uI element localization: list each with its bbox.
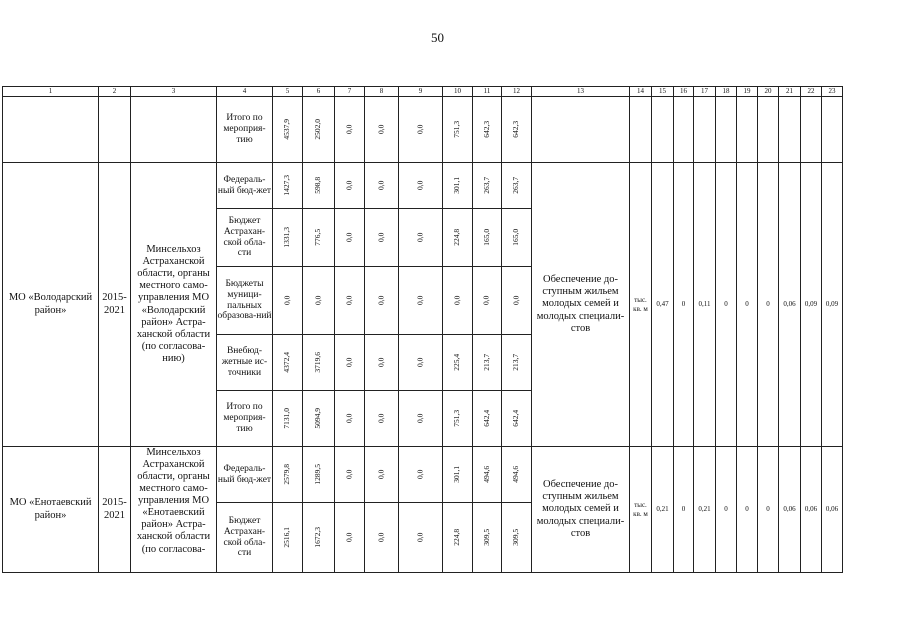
amount: 225,4: [452, 353, 462, 371]
amount-cell: [303, 447, 335, 503]
indicator-value: [779, 97, 801, 163]
amount-cell: [335, 503, 365, 573]
indicator-value: 0: [758, 163, 779, 447]
col-num: 15: [652, 87, 674, 97]
amount: 2502,0: [313, 119, 323, 140]
amount-cell: [502, 503, 532, 573]
col-num: 7: [335, 87, 365, 97]
amount-cell: [365, 503, 399, 573]
amount-cell: [399, 267, 443, 335]
amount: 263,7: [481, 176, 491, 194]
table-row: [3, 163, 843, 209]
amount-cell: [399, 503, 443, 573]
amount: 3719,6: [313, 352, 323, 373]
amount: 642,3: [481, 120, 491, 138]
col-num: 13: [532, 87, 630, 97]
amount-cell: [303, 391, 335, 447]
amount: 751,3: [452, 120, 462, 138]
indicator-value: 0,21: [652, 447, 674, 573]
budget-table: [2, 86, 843, 573]
amount: 263,7: [511, 176, 521, 194]
indicator-value: [674, 97, 694, 163]
amount-cell: [399, 209, 443, 267]
amount: 0,0: [415, 357, 425, 368]
col-num: 9: [399, 87, 443, 97]
amount-cell: [303, 163, 335, 209]
funding-source: Бюджет Астрахан-ской обла-сти: [217, 209, 273, 267]
amount: 0,0: [376, 469, 386, 480]
amount-cell: [335, 267, 365, 335]
amount: 224,8: [452, 528, 462, 546]
col-num: 10: [443, 87, 473, 97]
amount-cell: [273, 335, 303, 391]
amount-cell: [303, 335, 335, 391]
amount: 1331,3: [282, 227, 292, 248]
amount: 598,8: [313, 176, 323, 194]
amount-cell: [502, 163, 532, 209]
amount-cell: [399, 163, 443, 209]
funding-source: Федераль-ный бюд-жет: [217, 163, 273, 209]
indicator-value: [801, 97, 822, 163]
indicator-cell: [532, 97, 630, 163]
amount-cell: [443, 503, 473, 573]
page-number: 50: [431, 30, 444, 45]
amount-cell: [335, 209, 365, 267]
indicator-value: [716, 97, 737, 163]
amount-cell: [365, 335, 399, 391]
amount-cell: [443, 163, 473, 209]
amount: 2579,8: [282, 464, 292, 485]
table-row: [3, 97, 843, 163]
amount-cell: [365, 97, 399, 163]
col-num: 22: [801, 87, 822, 97]
amount: 0,0: [415, 124, 425, 135]
amount: 309,5: [511, 528, 521, 546]
indicator-value: 0,09: [801, 163, 822, 447]
amount: 1289,5: [313, 464, 323, 485]
amount: 0,0: [313, 295, 323, 306]
amount-cell: [273, 97, 303, 163]
amount-cell: [399, 391, 443, 447]
period-cell: 2015-2021: [99, 447, 131, 573]
amount-cell: [502, 209, 532, 267]
amount: 0,0: [376, 180, 386, 191]
amount-cell: [473, 503, 502, 573]
amount-cell: [399, 97, 443, 163]
col-num: 21: [779, 87, 801, 97]
amount-cell: [365, 391, 399, 447]
col-num: 12: [502, 87, 532, 97]
col-num: 1: [3, 87, 99, 97]
indicator-value: 0,06: [822, 447, 843, 573]
indicator-value: [822, 97, 843, 163]
col-num: 19: [737, 87, 758, 97]
amount: 4537,9: [282, 119, 292, 140]
amount: 301,1: [452, 465, 462, 483]
amount: 0,0: [344, 232, 354, 243]
amount: 309,5: [481, 528, 491, 546]
amount: 0,0: [415, 232, 425, 243]
amount: 494,6: [511, 465, 521, 483]
amount: 642,4: [481, 409, 491, 427]
period-cell: 2015-2021: [99, 163, 131, 447]
amount: 2516,1: [282, 527, 292, 548]
amount: 642,4: [511, 409, 521, 427]
amount: 776,5: [313, 228, 323, 246]
amount-cell: [473, 97, 502, 163]
municipality-cell: МО «Володарский район»: [3, 163, 99, 447]
amount-cell: [502, 267, 532, 335]
amount-cell: [335, 335, 365, 391]
amount: 1672,3: [313, 527, 323, 548]
amount-cell: [273, 163, 303, 209]
amount: 5094,9: [313, 408, 323, 429]
col-num: 18: [716, 87, 737, 97]
amount-cell: [303, 97, 335, 163]
funding-source: Бюджеты муници-пальных образова-ний: [217, 267, 273, 335]
amount-cell: [273, 267, 303, 335]
amount-cell: [273, 209, 303, 267]
amount: 0,0: [344, 124, 354, 135]
amount-cell: [443, 209, 473, 267]
amount: 0,0: [511, 295, 521, 306]
amount: 0,0: [376, 532, 386, 543]
indicator-value: [758, 97, 779, 163]
amount: 0,0: [344, 532, 354, 543]
amount: 0,0: [376, 232, 386, 243]
amount-cell: [473, 267, 502, 335]
amount: 0,0: [452, 295, 462, 306]
funding-source: Внебюд-жетные ис-точники: [217, 335, 273, 391]
amount-cell: [443, 267, 473, 335]
amount: 213,7: [511, 353, 521, 371]
amount-cell: [365, 163, 399, 209]
amount: 642,3: [511, 120, 521, 138]
amount-cell: [502, 97, 532, 163]
amount: 494,6: [481, 465, 491, 483]
amount: 0,0: [415, 413, 425, 424]
indicator-value: 0,21: [694, 447, 716, 573]
amount: 0,0: [376, 295, 386, 306]
amount: 0,0: [282, 295, 292, 306]
indicator-value: [694, 97, 716, 163]
amount-cell: [335, 163, 365, 209]
col-num: 3: [131, 87, 217, 97]
amount-cell: [273, 447, 303, 503]
municipality-cell: [3, 97, 99, 163]
amount: 301,1: [452, 176, 462, 194]
amount: 1427,3: [282, 175, 292, 196]
amount: 0,0: [415, 295, 425, 306]
amount-cell: [443, 391, 473, 447]
amount: 751,3: [452, 409, 462, 427]
indicator-value: 0: [674, 163, 694, 447]
col-num: 23: [822, 87, 843, 97]
column-number-row: [3, 87, 843, 97]
amount: 0,0: [415, 180, 425, 191]
indicator-value: 0: [758, 447, 779, 573]
amount-cell: [303, 503, 335, 573]
amount-cell: [502, 335, 532, 391]
amount-cell: [473, 391, 502, 447]
amount-cell: [303, 267, 335, 335]
funding-source: Итого по мероприя-тию: [217, 391, 273, 447]
amount-cell: [473, 209, 502, 267]
indicator-value: 0: [716, 447, 737, 573]
amount-cell: [303, 209, 335, 267]
amount-cell: [365, 267, 399, 335]
amount: 0,0: [376, 413, 386, 424]
table-row: [3, 447, 843, 503]
amount: 0,0: [376, 124, 386, 135]
col-num: 14: [630, 87, 652, 97]
amount-cell: [443, 447, 473, 503]
indicator-value: 0,09: [822, 163, 843, 447]
indicator-value: 0: [674, 447, 694, 573]
amount: 0,0: [344, 295, 354, 306]
unit-cell: [630, 97, 652, 163]
executor-cell: Минсельхоз Астраханской области, органы местного само-управления МО «Енотаевский район» Астра-ханской области (по согласова-: [131, 447, 217, 573]
indicator-value: 0: [737, 163, 758, 447]
amount: 0,0: [415, 469, 425, 480]
amount: 0,0: [481, 295, 491, 306]
amount: 0,0: [376, 357, 386, 368]
amount-cell: [443, 97, 473, 163]
amount-cell: [443, 335, 473, 391]
amount-cell: [335, 391, 365, 447]
indicator-value: 0,11: [694, 163, 716, 447]
col-num: 5: [273, 87, 303, 97]
col-num: 16: [674, 87, 694, 97]
amount-cell: [502, 391, 532, 447]
col-num: 4: [217, 87, 273, 97]
period-cell: [99, 97, 131, 163]
indicator-cell: Обеспечение до-ступным жильем молодых семей и молодых специали-стов: [532, 163, 630, 447]
amount: 0,0: [344, 357, 354, 368]
col-num: 11: [473, 87, 502, 97]
indicator-value: [652, 97, 674, 163]
indicator-value: 0,06: [801, 447, 822, 573]
funding-source: Федераль-ный бюд-жет: [217, 447, 273, 503]
indicator-value: 0,47: [652, 163, 674, 447]
amount-cell: [365, 209, 399, 267]
amount-cell: [273, 391, 303, 447]
unit-cell: тыс. кв. м: [630, 447, 652, 573]
col-num: 6: [303, 87, 335, 97]
indicator-value: 0,06: [779, 447, 801, 573]
amount: 213,7: [481, 353, 491, 371]
funding-source: Бюджет Астрахан-ской обла-сти: [217, 503, 273, 573]
amount-cell: [502, 447, 532, 503]
municipality-cell: МО «Енотаевский район»: [3, 447, 99, 573]
amount: 165,0: [481, 228, 491, 246]
amount: 0,0: [344, 180, 354, 191]
indicator-cell: Обеспечение до-ступным жильем молодых семей и молодых специали-стов: [532, 447, 630, 573]
amount-cell: [365, 447, 399, 503]
amount: 0,0: [344, 413, 354, 424]
funding-source: Итого по мероприя-тию: [217, 97, 273, 163]
executor-cell: Минсельхоз Астраханской области, органы местного само-управления МО «Володарский район» Астра-ханской области (по согласова-нию): [131, 163, 217, 447]
col-num: 17: [694, 87, 716, 97]
amount-cell: [399, 447, 443, 503]
col-num: 20: [758, 87, 779, 97]
amount: 0,0: [415, 532, 425, 543]
col-num: 2: [99, 87, 131, 97]
col-num: 8: [365, 87, 399, 97]
amount-cell: [273, 503, 303, 573]
amount-cell: [335, 97, 365, 163]
indicator-value: [737, 97, 758, 163]
indicator-value: 0: [716, 163, 737, 447]
indicator-value: 0,06: [779, 163, 801, 447]
amount-cell: [473, 447, 502, 503]
indicator-value: 0: [737, 447, 758, 573]
amount-cell: [473, 163, 502, 209]
amount: 0,0: [344, 469, 354, 480]
amount: 7131,0: [282, 408, 292, 429]
amount: 224,8: [452, 228, 462, 246]
amount-cell: [335, 447, 365, 503]
amount: 4372,4: [282, 352, 292, 373]
amount-cell: [399, 335, 443, 391]
amount: 165,0: [511, 228, 521, 246]
amount-cell: [473, 335, 502, 391]
executor-cell: [131, 97, 217, 163]
unit-cell: тыс. кв. м: [630, 163, 652, 447]
